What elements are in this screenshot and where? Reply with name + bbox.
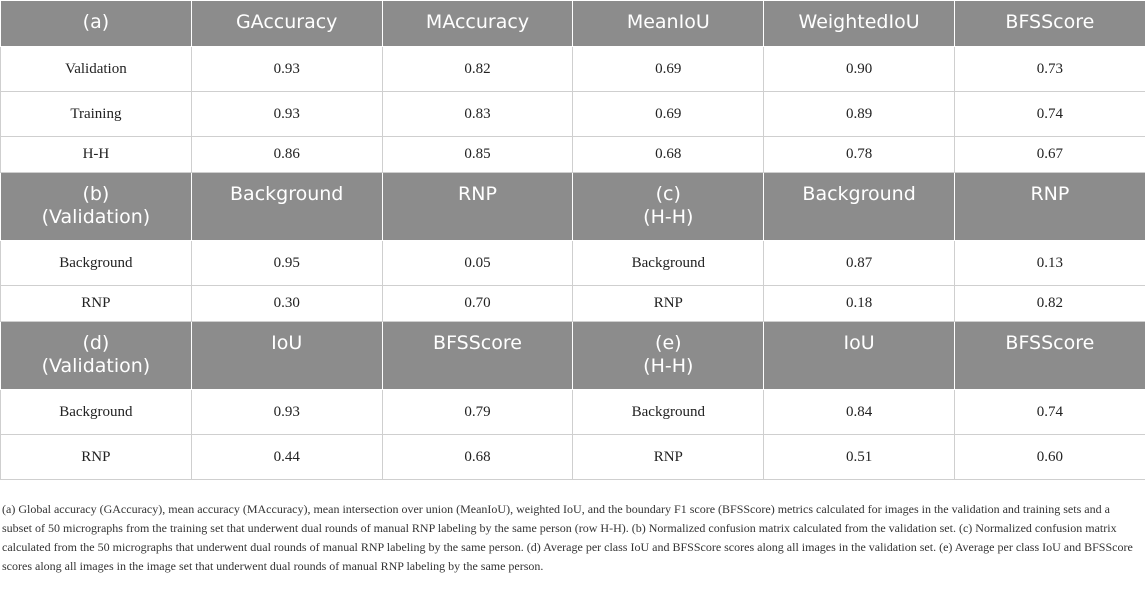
table-cell: 0.05 <box>382 241 573 286</box>
table-cell: 0.82 <box>382 47 573 92</box>
row-label: Validation <box>1 47 192 92</box>
table-cell: 0.69 <box>573 47 764 92</box>
header-line: RNP <box>1030 183 1070 205</box>
table-cell: 0.13 <box>954 241 1145 286</box>
table-cell: 0.86 <box>191 137 382 173</box>
table-row <box>1 137 1145 173</box>
table-cell: 0.44 <box>191 435 382 480</box>
header-line: RNP <box>458 183 497 205</box>
header-line: BFSScore <box>1005 332 1095 354</box>
section-de-header-row <box>1 322 1145 390</box>
table-cell: 0.85 <box>382 137 573 173</box>
header-subline: (Validation) <box>41 206 151 228</box>
header-cell <box>954 173 1145 241</box>
table-cell: 0.30 <box>191 286 382 322</box>
table-row <box>1 241 1145 286</box>
table-cell: 0.95 <box>191 241 382 286</box>
header-cell <box>191 322 382 390</box>
row-label: RNP <box>1 286 192 322</box>
row-label: H-H <box>1 137 192 173</box>
table-row <box>1 435 1145 480</box>
header-cell <box>1 173 192 241</box>
header-subline: (H-H) <box>643 206 694 228</box>
table-cell: 0.79 <box>382 390 573 435</box>
header-cell: MAccuracy <box>382 1 573 47</box>
header-line: (b) <box>82 183 110 205</box>
header-subline: (Validation) <box>41 355 151 377</box>
header-line: IoU <box>271 332 303 354</box>
header-line: Background <box>230 183 344 205</box>
header-cell <box>764 173 955 241</box>
header-cell: BFSScore <box>954 1 1145 47</box>
table-row <box>1 390 1145 435</box>
table-row <box>1 92 1145 137</box>
table-cell: 0.83 <box>382 92 573 137</box>
table-cell: 0.74 <box>954 92 1145 137</box>
table-cell: 0.93 <box>191 47 382 92</box>
header-cell <box>382 322 573 390</box>
row-label: Background <box>1 241 192 286</box>
table-cell: 0.68 <box>573 137 764 173</box>
table-cell: 0.67 <box>954 137 1145 173</box>
section-a-header-row <box>1 1 1145 47</box>
table-cell: 0.69 <box>573 92 764 137</box>
row-label: RNP <box>573 435 764 480</box>
header-line: (e) <box>655 332 682 354</box>
row-label: Background <box>573 241 764 286</box>
row-label: Background <box>573 390 764 435</box>
table-cell: 0.93 <box>191 92 382 137</box>
header-cell <box>954 322 1145 390</box>
table-cell: 0.87 <box>764 241 955 286</box>
header-cell: GAccuracy <box>191 1 382 47</box>
header-line: IoU <box>843 332 875 354</box>
table-cell: 0.74 <box>954 390 1145 435</box>
row-label: RNP <box>573 286 764 322</box>
table-cell: 0.89 <box>764 92 955 137</box>
table-cell: 0.78 <box>764 137 955 173</box>
header-line: (d) <box>82 332 110 354</box>
table-cell: 0.68 <box>382 435 573 480</box>
header-subline: (H-H) <box>643 355 694 377</box>
header-cell: (a) <box>1 1 192 47</box>
header-cell <box>573 173 764 241</box>
table-cell: 0.18 <box>764 286 955 322</box>
header-cell <box>1 322 192 390</box>
table-footnote: (a) Global accuracy (GAccuracy), mean accuracy (MAccuracy), mean intersection over union (MeanIoU), weighted IoU, and the boundary F1 score (BFSScore) metrics calculated for images in the validation and training sets and a subset of 50 micrographs from the training set that underwent dual rounds of manual RNP labeling by the same person (row H-H). (b) Normalized confusion matrix calculated from the validation set. (c) Normalized confusion matrix calculated from the 50 micrographs that underwent dual rounds of manual RNP labeling by the same person. (d) Average per class IoU and BFSScore scores along all images in the validation set. (e) Average per class IoU and BFSScore scores along all images in the image set that underwent dual rounds of manual RNP labeling by the same person. <box>2 502 1133 573</box>
table-cell: 0.90 <box>764 47 955 92</box>
header-cell <box>764 322 955 390</box>
row-label: RNP <box>1 435 192 480</box>
table-cell: 0.84 <box>764 390 955 435</box>
row-label: Background <box>1 390 192 435</box>
table-cell: 0.93 <box>191 390 382 435</box>
table-cell: 0.73 <box>954 47 1145 92</box>
table-cell: 0.51 <box>764 435 955 480</box>
header-line: BFSScore <box>433 332 522 354</box>
header-cell: WeightedIoU <box>764 1 955 47</box>
header-cell <box>382 173 573 241</box>
header-cell <box>191 173 382 241</box>
table-cell: 0.60 <box>954 435 1145 480</box>
header-line: Background <box>802 183 916 205</box>
header-cell: MeanIoU <box>573 1 764 47</box>
row-label: Training <box>1 92 192 137</box>
table-cell: 0.70 <box>382 286 573 322</box>
table-row <box>1 286 1145 322</box>
header-line: (c) <box>655 183 681 205</box>
table-cell: 0.82 <box>954 286 1145 322</box>
table-row <box>1 47 1145 92</box>
header-cell <box>573 322 764 390</box>
section-bc-header-row <box>1 173 1145 241</box>
